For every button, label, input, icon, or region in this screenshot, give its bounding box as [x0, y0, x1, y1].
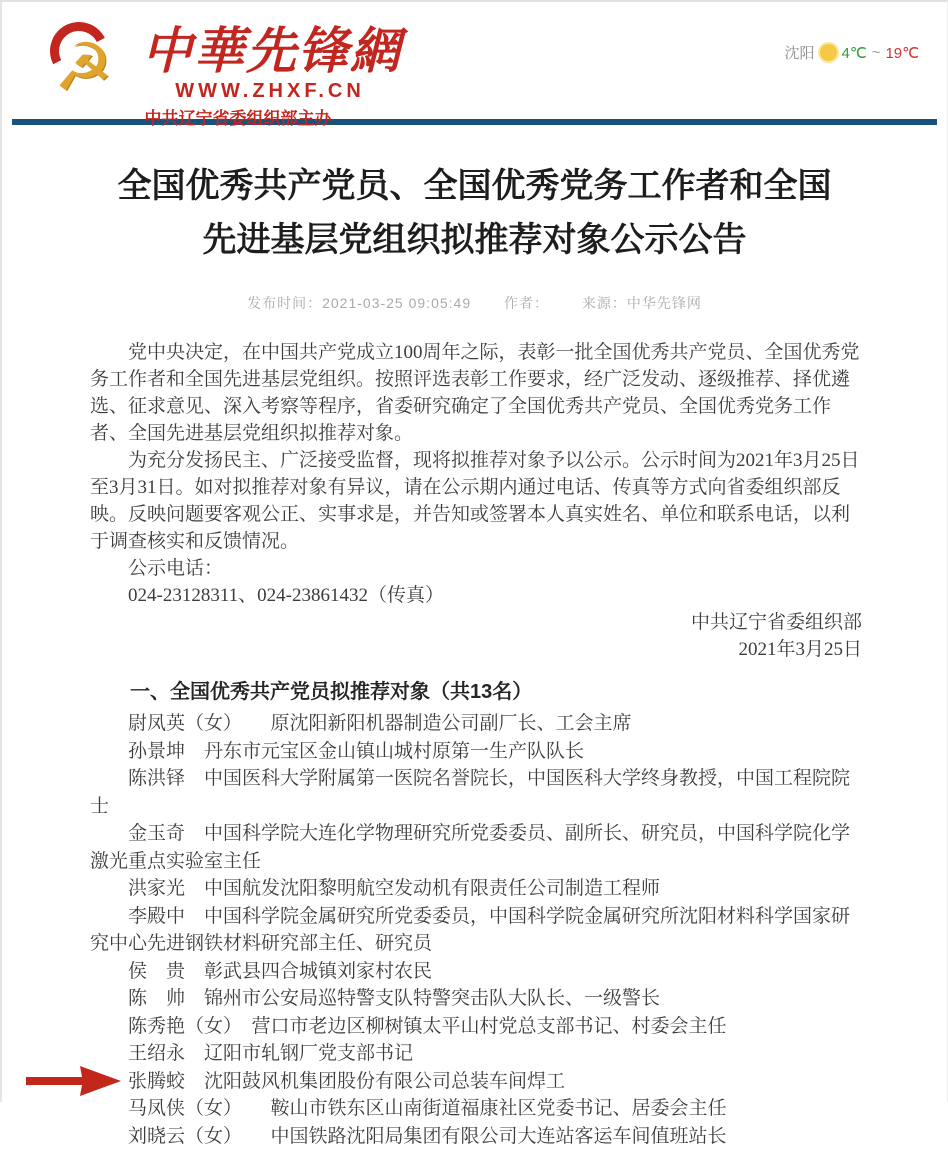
- page-title: [2, 159, 947, 267]
- site-sponsor: 中共辽宁省委组织部主办: [88, 104, 388, 129]
- list-item: 陈洪铎 中国医科大学附属第一医院名誉院长，中国医科大学终身教授，中国工程院院士: [90, 765, 862, 820]
- weather-widget[interactable]: [784, 42, 919, 63]
- page-title-line1: 全国优秀共产党员、全国优秀党务工作者和全国: [2, 159, 947, 213]
- source-label: 来源：中华先锋网: [582, 295, 702, 311]
- list-item: 陈秀艳（女） 营口市老边区柳树镇太平山村党总支部书记、村委会主任: [90, 1013, 862, 1041]
- list-item: 尉凤英（女） 原沈阳新阳机器制造公司副厂长、工会主席: [90, 710, 862, 738]
- site-header: [2, 2, 947, 119]
- paragraph: 为充分发扬民主、广泛接受监督，现将拟推荐对象予以公示。公示时间为2021年3月25日至3月31日。如对拟推荐对象有异议，请在公示期内通过电话、传真等方式向省委组织部反映。反映问题要客观公正、实事求是，并告知或签署本人真实姓名、单位和联系电话，以利于调查核实和反馈情况。: [90, 447, 862, 555]
- weather-high-temp: 19℃: [885, 44, 919, 62]
- weather-low-temp: 4℃: [842, 44, 867, 62]
- weather-range-separator: ~: [872, 44, 881, 61]
- weather-city: 沈阳: [784, 42, 814, 63]
- phone-label: 公示电话：: [90, 555, 862, 582]
- recommended-name-list: [90, 710, 862, 1150]
- list-item: 侯 贵 彰武县四合城镇刘家村农民: [90, 958, 862, 986]
- signature-org: 中共辽宁省委组织部: [90, 609, 862, 636]
- list-item-text: 张腾蛟 沈阳鼓风机集团股份有限公司总装车间焊工: [128, 1071, 565, 1092]
- signature-date: 2021年3月25日: [90, 636, 862, 663]
- party-emblem-icon: [44, 20, 136, 108]
- page-title-line2: 先进基层党组织拟推荐对象公示公告: [2, 213, 947, 267]
- phone-numbers: 024-23128311、024-23861432（传真）: [90, 582, 862, 609]
- signature-block: [90, 609, 862, 663]
- publish-time: 发布时间：2021-03-25 09:05:49: [247, 295, 471, 311]
- list-item: 王绍永 辽阳市轧钢厂党支部书记: [90, 1040, 862, 1068]
- article-body: [90, 339, 862, 1150]
- site-url: WWW.ZHXF.CN: [150, 80, 390, 103]
- paragraph: 党中央决定，在中国共产党成立100周年之际，表彰一批全国优秀共产党员、全国优秀党务工作者和全国先进基层党组织。按照评选表彰工作要求，经广泛发动、逐级推荐、择优遴选、征求意见、深入考察等程序，省委研究确定了全国优秀共产党员、全国优秀党务工作者、全国先进基层党组织拟推荐对象。: [90, 339, 862, 447]
- author-label: 作者：: [504, 295, 549, 311]
- list-item-highlighted: [90, 1068, 862, 1096]
- site-name: 中華先锋網: [142, 22, 402, 80]
- hammer-sickle-icon: ☭: [54, 28, 113, 108]
- site-logo[interactable]: [42, 14, 442, 114]
- list-item: 马凤侠（女） 鞍山市铁东区山南街道福康社区党委书记、居委会主任: [90, 1095, 862, 1123]
- list-item: 刘晓云（女） 中国铁路沈阳局集团有限公司大连站客运车间值班站长: [90, 1123, 862, 1150]
- list-item: 陈 帅 锦州市公安局巡特警支队特警突击队大队长、一级警长: [90, 985, 862, 1013]
- list-item: 李殿中 中国科学院金属研究所党委委员，中国科学院金属研究所沈阳材料科学国家研究中心先进钢铁材料研究部主任、研究员: [90, 903, 862, 958]
- list-item: 孙景坤 丹东市元宝区金山镇山城村原第一生产队队长: [90, 738, 862, 766]
- section-heading: 一、全国优秀共产党员拟推荐对象（共13名）: [90, 678, 862, 706]
- list-item: 洪家光 中国航发沈阳黎明航空发动机有限责任公司制造工程师: [90, 875, 862, 903]
- red-arrow-icon: [26, 1064, 122, 1098]
- sun-icon: [820, 44, 837, 61]
- list-item: 金玉奇 中国科学院大连化学物理研究所党委委员、副所长、研究员，中国科学院化学激光重点实验室主任: [90, 820, 862, 875]
- article-meta: [2, 293, 947, 313]
